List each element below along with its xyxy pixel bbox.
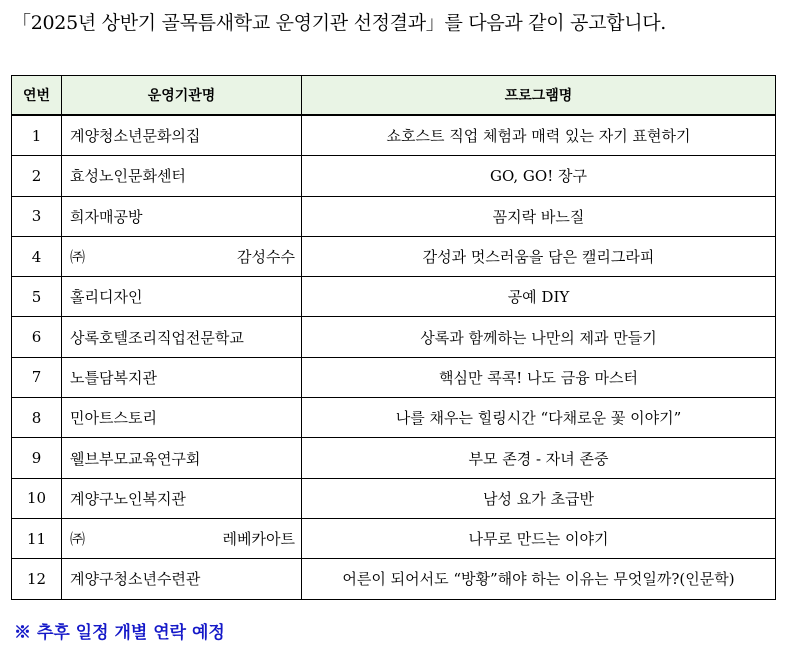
row-organization: 계양구청소년수련관 <box>62 559 302 599</box>
table-row <box>12 438 776 478</box>
table-row <box>12 277 776 317</box>
row-organization: 상록호텔조리직업전문학교 <box>62 317 302 357</box>
table-row <box>12 357 776 397</box>
row-program: 나를 채우는 힐링시간 “다채로운 꽃 이야기” <box>302 398 776 438</box>
row-organization: 홀리디자인 <box>62 277 302 317</box>
row-number: 11 <box>12 518 62 558</box>
table-row <box>12 115 776 156</box>
row-organization: 계양구노인복지관 <box>62 478 302 518</box>
row-program: 핵심만 콕콕! 나도 금융 마스터 <box>302 357 776 397</box>
row-program: GO, GO! 장구 <box>302 156 776 196</box>
row-program: 어른이 되어서도 “방황”해야 하는 이유는 무엇일까?(인문학) <box>302 559 776 599</box>
row-number: 8 <box>12 398 62 438</box>
row-program: 부모 존경 - 자녀 존중 <box>302 438 776 478</box>
row-organization: 민아트스토리 <box>62 398 302 438</box>
row-number: 1 <box>12 115 62 156</box>
selection-results-table <box>11 75 776 600</box>
row-program: 꼼지락 바느질 <box>302 196 776 236</box>
row-number: 12 <box>12 559 62 599</box>
row-organization: 효성노인문화센터 <box>62 156 302 196</box>
row-number: 3 <box>12 196 62 236</box>
row-program: 나무로 만드는 이야기 <box>302 518 776 558</box>
table-header-row <box>12 76 776 116</box>
table-row <box>12 156 776 196</box>
row-organization: ㈜레베카아트 <box>62 518 302 558</box>
table-row <box>12 317 776 357</box>
row-program: 감성과 멋스러움을 담은 캘리그라피 <box>302 236 776 276</box>
row-organization: 노틀담복지관 <box>62 357 302 397</box>
row-organization: 희자매공방 <box>62 196 302 236</box>
row-number: 10 <box>12 478 62 518</box>
row-organization: ㈜감성수수 <box>62 236 302 276</box>
table-row <box>12 518 776 558</box>
row-program: 쇼호스트 직업 체험과 매력 있는 자기 표현하기 <box>302 115 776 156</box>
row-number: 7 <box>12 357 62 397</box>
row-number: 4 <box>12 236 62 276</box>
header-number: 연번 <box>12 76 62 116</box>
table-row <box>12 196 776 236</box>
header-program: 프로그램명 <box>302 76 776 116</box>
followup-note: ※ 추후 일정 개별 연락 예정 <box>14 623 225 643</box>
row-program: 상록과 함께하는 나만의 제과 만들기 <box>302 317 776 357</box>
row-number: 6 <box>12 317 62 357</box>
table-row <box>12 236 776 276</box>
row-organization: 계양청소년문화의집 <box>62 115 302 156</box>
row-program: 공예 DIY <box>302 277 776 317</box>
row-number: 9 <box>12 438 62 478</box>
row-program: 남성 요가 초급반 <box>302 478 776 518</box>
row-organization: 웰브부모교육연구회 <box>62 438 302 478</box>
table-row <box>12 398 776 438</box>
announcement-title: 「2025년 상반기 골목틈새학교 운영기관 선정결과」를 다음과 같이 공고합니다. <box>12 12 667 34</box>
table-row <box>12 559 776 599</box>
row-number: 5 <box>12 277 62 317</box>
row-number: 2 <box>12 156 62 196</box>
table-row <box>12 478 776 518</box>
header-organization: 운영기관명 <box>62 76 302 116</box>
